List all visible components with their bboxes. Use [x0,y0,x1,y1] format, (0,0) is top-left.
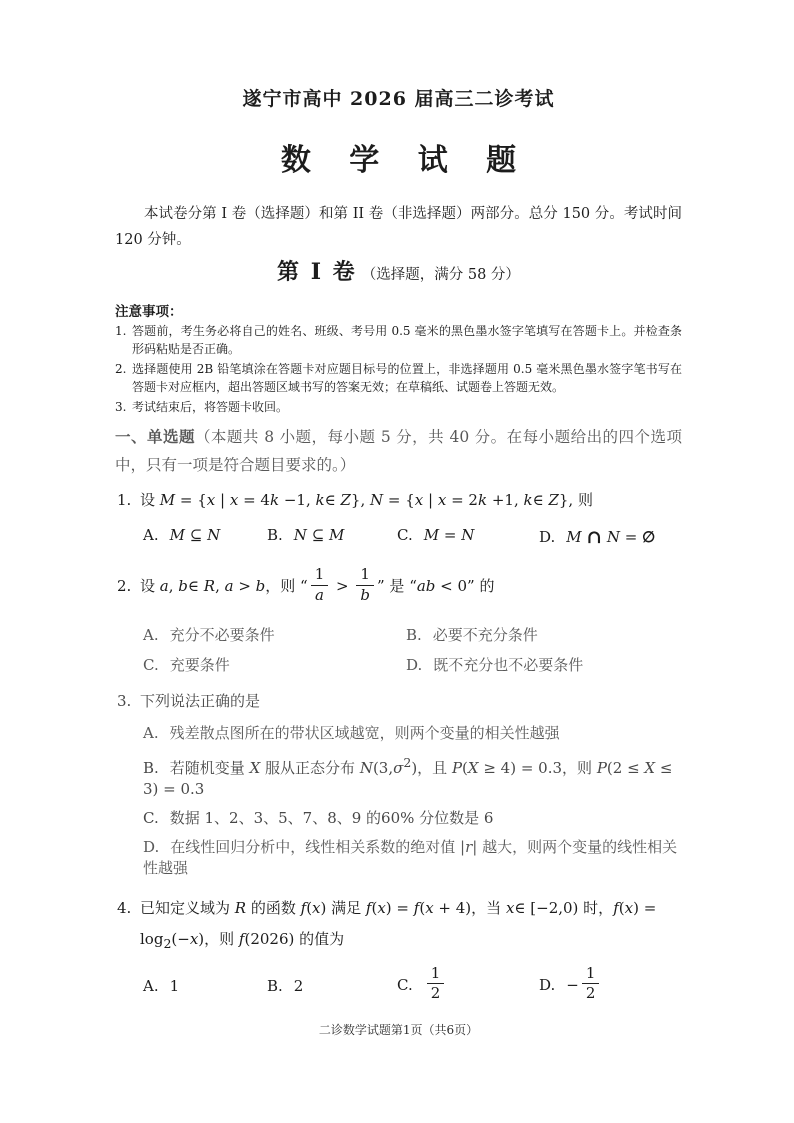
option-b [267,977,397,995]
option-label: A. [143,626,159,644]
notice-item-text: 考试结束后，将答题卡收回。 [132,400,289,414]
question-number: 2. [117,577,132,595]
question-3-stem [115,688,682,715]
option-b [267,526,397,548]
option-text: M = N [423,526,475,544]
question-3-options [115,723,682,879]
option-d [406,654,682,676]
option-c [143,808,682,829]
page-footer: 二诊数学试题第1页（共6页） [318,1022,479,1037]
option-text: 残差散点图所在的带状区域越宽，则两个变量的相关性越强 [169,724,560,742]
option-label: B. [406,626,422,644]
notice-block [115,300,682,416]
option-a [143,723,682,744]
subject-title: 数 学 试 题 [280,143,531,178]
notice-item-2 [115,360,682,396]
notice-item-number: 1. [115,324,127,338]
question-number: 1. [117,491,132,509]
question-2 [115,566,682,676]
notice-item-number: 3. [115,400,127,414]
option-d [539,526,682,548]
option-label: D. [406,656,423,674]
part-1-heading-title: 一、单选题 [115,427,195,446]
option-text: 既不充分也不必要条件 [433,656,584,674]
option-text: N ⊆ M [293,526,345,544]
option-text: 数据 1、2、3、5、7、8、9 的60% 分位数是 6 [169,809,494,827]
option-text: 充分不必要条件 [169,626,275,644]
option-label: A. [143,976,159,995]
section-1-title-sub: （选择题，满分 58 分） [361,267,520,283]
option-b [143,752,682,800]
option-text: 充要条件 [169,656,230,674]
option-text: 2 [293,976,304,995]
option-text: 1 [169,976,180,995]
notice-item-text: 选择题使用 2B 铅笔填涂在答题卡对应题目标号的位置上，非选择题用 0.5 毫米黑色墨水签字笔书写在答题卡对应框内，超出答题区域书写的答案无效；在草稿纸、试题卷上答题无效。 [132,362,682,394]
question-stem-text: 设 a, b∈ R, a > b，则 “ $\frac{1}{a}$ > $\frac{1}{b}$ ” 是 “ab < 0” 的 [140,565,495,604]
question-1-options [115,526,682,548]
question-2-options [115,616,682,676]
question-stem-text: 已知定义域为 R 的函数 f(x) 满足 f(x) = f(x + 4)，当 x∈ [−2,0) 时，$f(x) = \log_2(-x)$，则 f(2026) 的值为 [140,899,657,951]
question-1-stem [115,487,682,514]
question-4-stem [115,893,682,959]
option-text: 必要不充分条件 [432,626,538,644]
option-label: C. [143,809,159,827]
question-2-stem [115,566,682,606]
notice-title: 注意事项： [115,304,183,320]
question-4-options [115,964,682,1005]
section-1-title [115,257,682,290]
option-c [397,526,539,548]
notice-item-1 [115,322,682,358]
option-text: − $\frac{1}{2}$ [566,976,602,994]
option-b [406,624,682,646]
option-label: D. [539,528,556,546]
option-c [397,964,539,1005]
option-text: $\frac{1}{2}$ [424,976,448,994]
option-label: C. [397,526,413,544]
question-3 [115,688,682,879]
notice-item-text: 答题前，考生务必将自己的姓名、班级、考号用 0.5 毫米的黑色墨水签字笔填写在答题卡上。并检查条形码粘贴是否正确。 [132,324,682,356]
question-number: 3. [117,692,132,710]
option-label: D. [539,975,556,994]
option-label: B. [267,526,283,544]
question-4 [115,893,682,1005]
question-stem-text: 设 M = {x | x = 4k −1, k∈ Z}, N = {x | x = 2k +1, k∈ Z}, 则 [140,491,593,509]
option-label: C. [397,975,413,994]
option-text: M ⊆ N [169,526,221,544]
option-text: 若随机变量 X 服从正态分布 $N(3,\sigma^2)$，且 P(X ≥ 4) = 0.3，则 P(2 ≤ X ≤ 3) = 0.3 [143,755,673,798]
question-1 [115,487,682,548]
option-a [143,624,406,646]
question-stem-text: 下列说法正确的是 [140,692,261,710]
option-label: A. [143,526,159,544]
part-1-heading [115,423,682,479]
option-d [539,964,682,1005]
part-1-heading-detail: （本题共 8 小题，每小题 5 分，共 40 分。在每小题给出的四个选项中，只有一项是符合题目要求的。） [115,428,682,474]
option-label: B. [143,759,159,777]
option-c [143,654,406,676]
option-a [143,526,267,548]
exam-intro: 本试卷分第 I 卷（选择题）和第 II 卷（非选择题）两部分。总分 150 分。考试时间 120 分钟。 [115,206,682,248]
exam-title: 遂宁市高中 2026 届高三二诊考试 [242,88,555,110]
notice-item-number: 2. [115,362,127,376]
option-text: M ∩ N = ∅ [566,526,656,548]
option-label: C. [143,656,159,674]
option-a [143,977,267,995]
option-label: D. [143,838,160,856]
question-number: 4. [117,899,132,917]
notice-item-3 [115,398,682,416]
option-label: A. [143,724,159,742]
section-1-title-main: 第 I 卷 [277,259,357,285]
option-text: 在线性回归分析中，线性相关系数的绝对值 |r| 越大，则两个变量的线性相关性越强 [143,838,678,877]
option-label: B. [267,976,283,995]
option-d [143,837,682,879]
